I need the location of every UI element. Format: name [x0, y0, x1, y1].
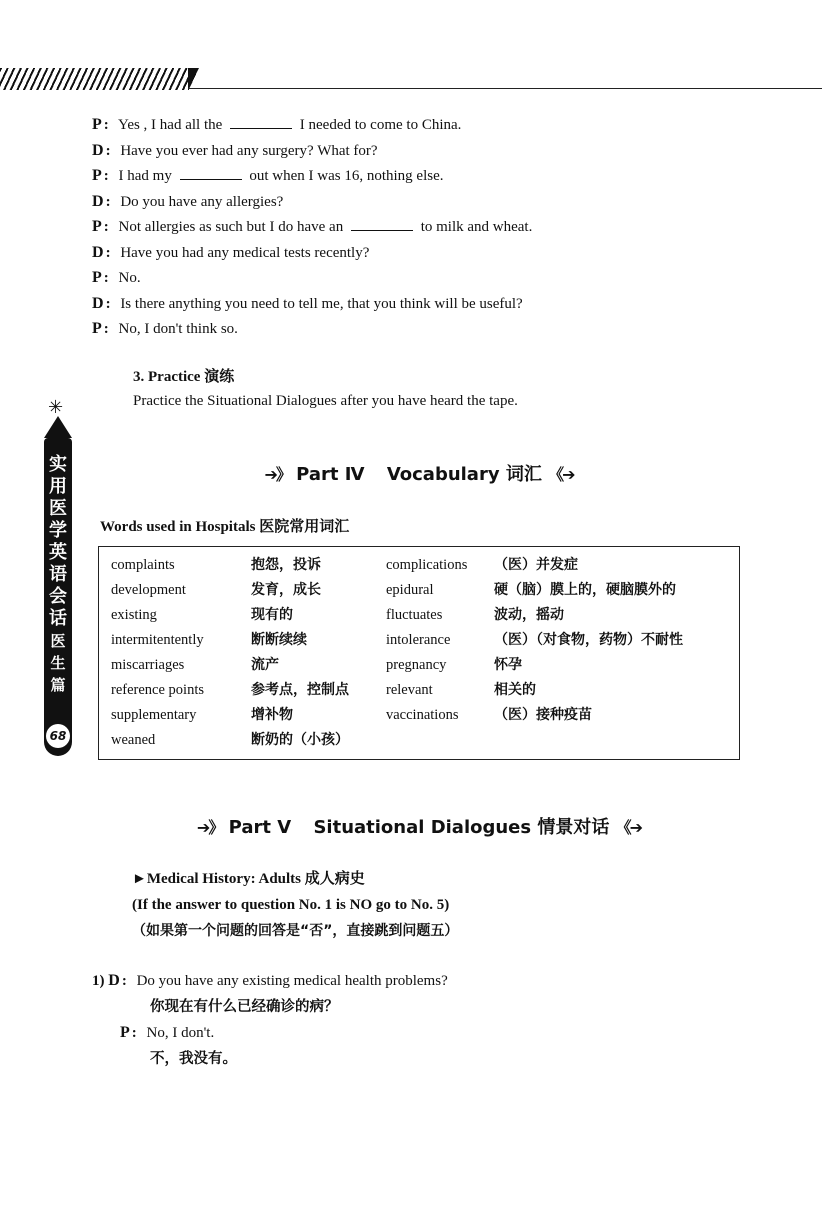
medical-history-note: (If the answer to question No. 1 is NO go to No. 5)	[132, 897, 450, 913]
dialogue-text: Do you have any allergies?	[120, 193, 284, 210]
speaker: D	[108, 972, 120, 989]
dialogue-line: D : Have you ever had any surgery? What for?	[92, 141, 378, 159]
sparkle-icon: ✳	[48, 397, 64, 417]
fill-in-blank	[180, 165, 242, 180]
question-number: 1)	[92, 973, 105, 989]
dialogue-line: D : Is there anything you need to tell me, that you think will be useful?	[92, 294, 523, 312]
side-tab-subtext: 医生篇	[50, 632, 66, 694]
speaker: D	[92, 192, 104, 210]
table-row	[99, 628, 739, 653]
vocab-word: reference points	[111, 682, 204, 698]
arrow-left-icon: 《➔	[615, 818, 642, 837]
dialogue-text: Have you had any medical tests recently?	[120, 244, 370, 261]
table-row	[99, 553, 739, 578]
question-1	[92, 968, 772, 1072]
vocab-meaning: 现有的	[251, 607, 293, 623]
vocab-word: complaints	[111, 557, 175, 573]
part-heading: Situational Dialogues 情景对话	[313, 817, 610, 838]
vocab-meaning: 断奶的（小孩）	[251, 732, 349, 748]
fill-in-blank	[351, 216, 413, 231]
dialogue-line: P : Not allergies as such but I do have an to milk and wheat.	[92, 218, 533, 235]
speaker: P	[92, 167, 102, 184]
vocab-word: relevant	[386, 682, 433, 698]
medical-history-section	[132, 866, 772, 944]
arrow-right-icon: ➔》	[264, 465, 290, 484]
dialogue-text: to milk and wheat.	[420, 219, 533, 235]
dialogue-text: out when I was 16, nothing else.	[249, 168, 444, 184]
vocabulary-table	[98, 546, 740, 760]
side-tab-title	[44, 454, 72, 696]
dialogue-text: Have you ever had any surgery? What for?	[120, 142, 378, 159]
vocab-meaning: （医）并发症	[494, 557, 578, 573]
part-label: Part Ⅳ	[296, 464, 365, 485]
speaker: P	[92, 116, 102, 133]
table-row	[99, 578, 739, 603]
table-row	[99, 678, 739, 703]
practice-section	[133, 366, 783, 414]
speaker: P	[92, 269, 102, 286]
table-row	[99, 653, 739, 678]
vocab-meaning: 硬（脑）膜上的，硬脑膜外的	[494, 582, 676, 598]
part-heading: Vocabulary 词汇	[386, 464, 542, 485]
vocab-meaning: 波动，摇动	[494, 607, 564, 623]
vocab-meaning: 相关的	[494, 682, 536, 698]
vocab-meaning: 参考点，控制点	[251, 682, 349, 698]
arrow-up-icon	[44, 416, 72, 438]
speaker: D	[92, 243, 104, 261]
dialogue-text: I had my	[118, 168, 172, 184]
speaker: P	[92, 218, 102, 235]
dialogue-text: No.	[118, 270, 141, 286]
dialogue-text: Is there anything you need to tell me, that you think will be useful?	[120, 295, 523, 312]
dialogue-line: P : No, I don't think so.	[92, 320, 238, 337]
table-row	[99, 728, 739, 753]
speaker: P	[120, 1024, 130, 1041]
dialogue-text: No, I don't think so.	[118, 321, 238, 337]
vocab-word: fluctuates	[386, 607, 443, 623]
speaker: P	[92, 320, 102, 337]
dialogue-line: D : Do you have any allergies?	[92, 192, 284, 210]
dialogue-text: I needed to come to China.	[299, 117, 462, 133]
practice-title: 3. Practice 演练	[133, 369, 235, 385]
vocab-word: miscarriages	[111, 657, 185, 673]
speaker: D	[92, 141, 104, 159]
arrow-right-icon: ➔》	[196, 818, 223, 837]
part-5-title	[98, 813, 740, 839]
header-rule	[188, 88, 822, 89]
vocab-word: complications	[386, 557, 468, 573]
vocab-word: development	[111, 582, 186, 598]
table-row	[99, 703, 739, 728]
dialogue-line: P : No, I don't.	[120, 1024, 215, 1041]
vocab-word: intermitentently	[111, 632, 204, 648]
medical-history-heading: ►Medical History: Adults 成人病史	[132, 871, 365, 887]
vocab-meaning: 抱怨，投诉	[251, 557, 321, 573]
side-tab	[40, 398, 76, 758]
part-label: Part Ⅴ	[228, 817, 292, 838]
vocab-meaning: 增补物	[251, 707, 293, 723]
vocab-meaning: 流产	[251, 657, 279, 673]
dialogue-text: Yes , I had all the	[117, 117, 223, 133]
vocab-word: existing	[111, 607, 157, 623]
dialogue-line: D : Have you had any medical tests recently?	[92, 243, 370, 261]
header-decoration	[0, 68, 188, 90]
medical-history-note-cn: （如果第一个问题的回答是“否”，直接跳到问题五）	[132, 923, 459, 939]
arrow-left-icon: 《➔	[548, 465, 574, 484]
vocab-word: intolerance	[386, 632, 451, 648]
speaker: D	[92, 294, 104, 312]
vocab-word: pregnancy	[386, 657, 447, 673]
vocab-meaning: （医）（对食物，药物）不耐性	[494, 632, 683, 648]
practice-text: Practice the Situational Dialogues after you have heard the tape.	[133, 393, 518, 409]
dialogue-line: P : Yes , I had all the I needed to come to China.	[92, 116, 462, 133]
vocab-meaning: （医）接种疫苗	[494, 707, 592, 723]
vocab-word: weaned	[111, 732, 156, 748]
fill-in-blank	[230, 114, 292, 129]
dialogue-translation: 不，我没有。	[150, 1051, 237, 1067]
dialogue-line: P : No.	[92, 269, 141, 286]
vocab-meaning: 断断续续	[251, 632, 307, 648]
dialogue-top	[92, 112, 782, 342]
vocab-word: epidural	[386, 582, 434, 598]
table-row	[99, 603, 739, 628]
vocab-word: supplementary	[111, 707, 197, 723]
side-tab-text: 实用医学英语会话	[49, 454, 67, 629]
dialogue-text: Not allergies as such but I do have an	[118, 219, 344, 235]
dialogue-line: P : I had my out when I was 16, nothing else.	[92, 167, 444, 184]
vocab-meaning: 怀孕	[494, 657, 522, 673]
page-number: 68	[46, 724, 70, 748]
dialogue-text: Do you have any existing medical health problems?	[136, 973, 448, 989]
part-4-title	[98, 460, 740, 486]
vocab-word: vaccinations	[386, 707, 459, 723]
words-heading: Words used in Hospitals 医院常用词汇	[100, 519, 350, 535]
dialogue-line: 1) D : Do you have any existing medical health problems?	[92, 972, 448, 989]
dialogue-translation: 你现在有什么已经确诊的病？	[150, 999, 339, 1015]
vocab-meaning: 发育，成长	[251, 582, 321, 598]
dialogue-text: No, I don't.	[146, 1025, 215, 1041]
